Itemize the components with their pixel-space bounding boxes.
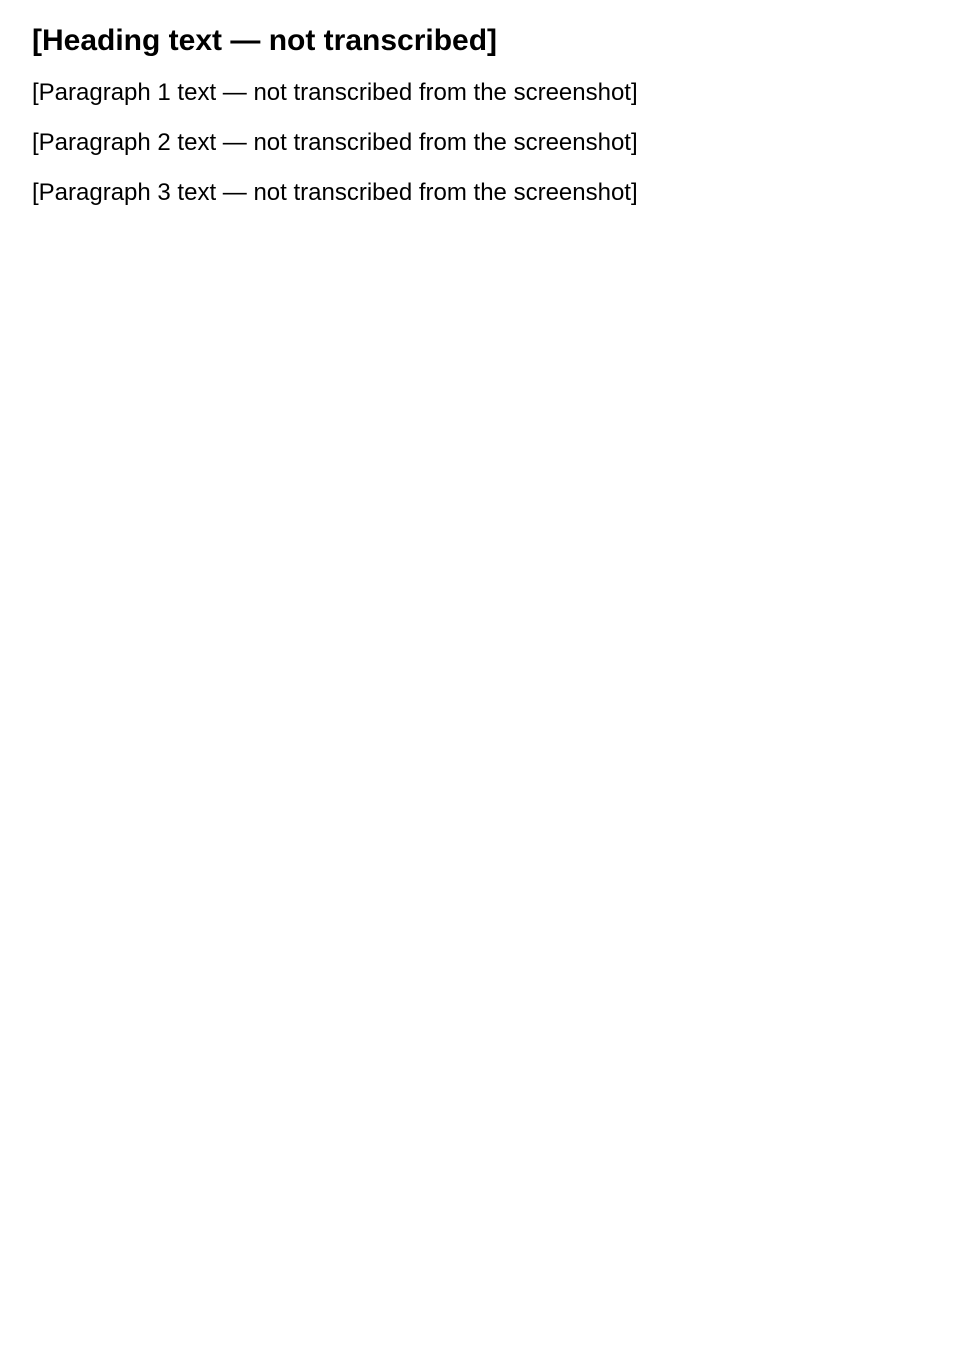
body-paragraph: [Paragraph 1 text — not transcribed from the screenshot] (32, 79, 638, 106)
body-paragraph: [Paragraph 2 text — not transcribed from the screenshot] (32, 129, 638, 156)
section-heading: [Heading text — not transcribed] (32, 24, 498, 57)
body-paragraph: [Paragraph 3 text — not transcribed from the screenshot] (32, 179, 638, 206)
